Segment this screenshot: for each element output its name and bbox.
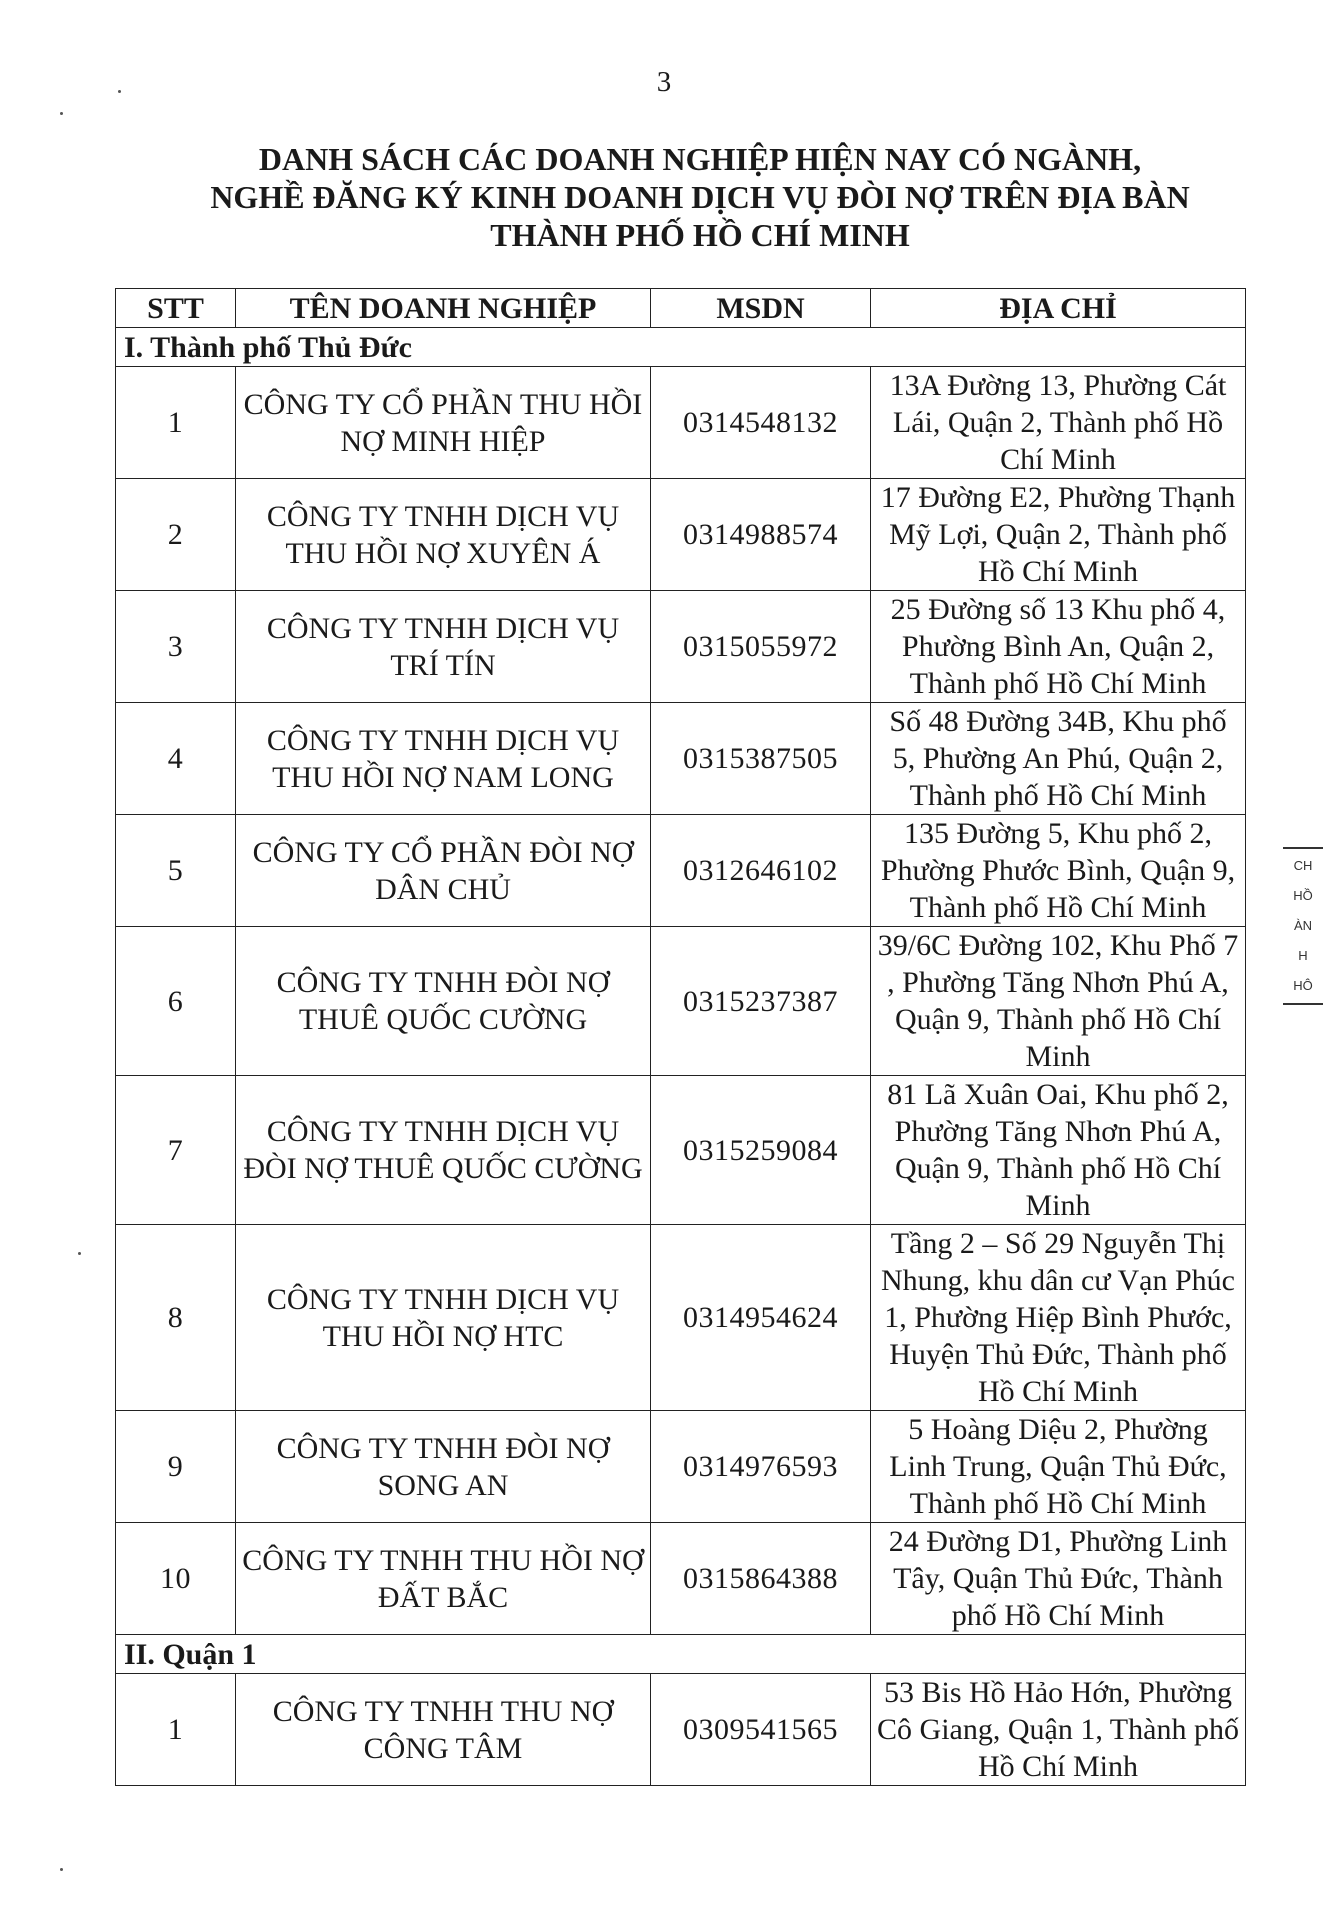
row-enterprise-name: CÔNG TY TNHH DỊCH VỤ THU HỒI NỢ NAM LONG: [236, 703, 651, 815]
section-row: [116, 1635, 1246, 1674]
table-row: [116, 1411, 1246, 1523]
row-enterprise-name: CÔNG TY TNHH ĐÒI NỢ SONG AN: [236, 1411, 651, 1523]
stamp-fragment-line: CH: [1293, 858, 1313, 873]
row-stt: 4: [116, 703, 236, 815]
row-enterprise-name: CÔNG TY CỔ PHẦN THU HỒI NỢ MINH HIỆP: [236, 367, 651, 479]
scan-speck: [60, 1868, 63, 1871]
row-stt: 3: [116, 591, 236, 703]
row-stt: 10: [116, 1523, 236, 1635]
header-name: TÊN DOANH NGHIỆP: [236, 289, 651, 328]
row-stt: 1: [116, 367, 236, 479]
row-address: 39/6C Đường 102, Khu Phố 7 , Phường Tăng Nhơn Phú A, Quận 9, Thành phố Hồ Chí Minh: [871, 927, 1246, 1076]
row-address: 53 Bis Hồ Hảo Hớn, Phường Cô Giang, Quận 1, Thành phố Hồ Chí Minh: [871, 1674, 1246, 1786]
row-address: 5 Hoàng Diệu 2, Phường Linh Trung, Quận Thủ Đức, Thành phố Hồ Chí Minh: [871, 1411, 1246, 1523]
row-msdn: 0315864388: [651, 1523, 871, 1635]
table-row: [116, 479, 1246, 591]
row-enterprise-name: CÔNG TY TNHH THU HỒI NỢ ĐẤT BẮC: [236, 1523, 651, 1635]
stamp-fragment: [1283, 845, 1323, 1007]
row-enterprise-name: CÔNG TY TNHH DỊCH VỤ THU HỒI NỢ XUYÊN Á: [236, 479, 651, 591]
row-enterprise-name: CÔNG TY TNHH THU NỢ CÔNG TÂM: [236, 1674, 651, 1786]
table-row: [116, 703, 1246, 815]
row-address: 13A Đường 13, Phường Cát Lái, Quận 2, Thành phố Hồ Chí Minh: [871, 367, 1246, 479]
section-row: [116, 328, 1246, 367]
stamp-fragment-line: H: [1298, 948, 1308, 963]
stamp-fragment-line: HÔ: [1293, 978, 1313, 993]
row-msdn: 0314988574: [651, 479, 871, 591]
header-address: ĐỊA CHỈ: [871, 289, 1246, 328]
row-msdn: 0314976593: [651, 1411, 871, 1523]
row-address: 25 Đường số 13 Khu phố 4, Phường Bình An, Quận 2, Thành phố Hồ Chí Minh: [871, 591, 1246, 703]
stamp-line: [1283, 1003, 1323, 1005]
section-title: I. Thành phố Thủ Đức: [116, 328, 1246, 367]
row-stt: 5: [116, 815, 236, 927]
table-row: [116, 1674, 1246, 1786]
row-enterprise-name: CÔNG TY TNHH DỊCH VỤ THU HỒI NỢ HTC: [236, 1225, 651, 1411]
table-header-row: [116, 289, 1246, 328]
row-address: 135 Đường 5, Khu phố 2, Phường Phước Bình, Quận 9, Thành phố Hồ Chí Minh: [871, 815, 1246, 927]
stamp-fragment-line: HỒ: [1293, 888, 1313, 903]
row-msdn: 0314954624: [651, 1225, 871, 1411]
title-line-3: THÀNH PHỐ HỒ CHÍ MINH: [490, 217, 910, 253]
section-title: II. Quận 1: [116, 1635, 1246, 1674]
row-msdn: 0312646102: [651, 815, 871, 927]
header-msdn: MSDN: [651, 289, 871, 328]
row-msdn: 0315387505: [651, 703, 871, 815]
table-row: [116, 1225, 1246, 1411]
enterprise-table: [115, 288, 1246, 1786]
row-stt: 1: [116, 1674, 236, 1786]
stamp-fragment-line: ÀN: [1293, 918, 1313, 933]
scan-speck: [60, 112, 63, 115]
document-title: [150, 140, 1250, 254]
row-address: 81 Lã Xuân Oai, Khu phố 2, Phường Tăng Nhơn Phú A, Quận 9, Thành phố Hồ Chí Minh: [871, 1076, 1246, 1225]
row-stt: 8: [116, 1225, 236, 1411]
table-row: [116, 367, 1246, 479]
row-stt: 9: [116, 1411, 236, 1523]
scan-speck: [118, 90, 121, 93]
row-address: 17 Đường E2, Phường Thạnh Mỹ Lợi, Quận 2, Thành phố Hồ Chí Minh: [871, 479, 1246, 591]
row-enterprise-name: CÔNG TY TNHH DỊCH VỤ ĐÒI NỢ THUÊ QUỐC CƯỜNG: [236, 1076, 651, 1225]
row-stt: 2: [116, 479, 236, 591]
title-line-2: NGHỀ ĐĂNG KÝ KINH DOANH DỊCH VỤ ĐÒI NỢ TRÊN ĐỊA BÀN: [210, 179, 1190, 215]
scan-speck: [78, 1252, 81, 1255]
row-msdn: 0315259084: [651, 1076, 871, 1225]
table-row: [116, 927, 1246, 1076]
row-address: Số 48 Đường 34B, Khu phố 5, Phường An Phú, Quận 2, Thành phố Hồ Chí Minh: [871, 703, 1246, 815]
table-row: [116, 1076, 1246, 1225]
title-line-1: DANH SÁCH CÁC DOANH NGHIỆP HIỆN NAY CÓ NGÀNH,: [258, 141, 1142, 177]
row-stt: 7: [116, 1076, 236, 1225]
stamp-text: [1283, 851, 1323, 1001]
row-msdn: 0315237387: [651, 927, 871, 1076]
row-stt: 6: [116, 927, 236, 1076]
row-msdn: 0309541565: [651, 1674, 871, 1786]
table-row: [116, 1523, 1246, 1635]
row-enterprise-name: CÔNG TY CỔ PHẦN ĐÒI NỢ DÂN CHỦ: [236, 815, 651, 927]
row-address: Tầng 2 – Số 29 Nguyễn Thị Nhung, khu dân cư Vạn Phúc 1, Phường Hiệp Bình Phước, Huyện Thủ Đức, Thành phố Hồ Chí Minh: [871, 1225, 1246, 1411]
row-enterprise-name: CÔNG TY TNHH ĐÒI NỢ THUÊ QUỐC CƯỜNG: [236, 927, 651, 1076]
row-msdn: 0315055972: [651, 591, 871, 703]
page-number: 3: [656, 66, 672, 98]
row-msdn: 0314548132: [651, 367, 871, 479]
header-stt: STT: [116, 289, 236, 328]
table-row: [116, 591, 1246, 703]
row-address: 24 Đường D1, Phường Linh Tây, Quận Thủ Đức, Thành phố Hồ Chí Minh: [871, 1523, 1246, 1635]
table-row: [116, 815, 1246, 927]
table-body: [116, 328, 1246, 1786]
stamp-line: [1283, 847, 1323, 849]
row-enterprise-name: CÔNG TY TNHH DỊCH VỤ TRÍ TÍN: [236, 591, 651, 703]
